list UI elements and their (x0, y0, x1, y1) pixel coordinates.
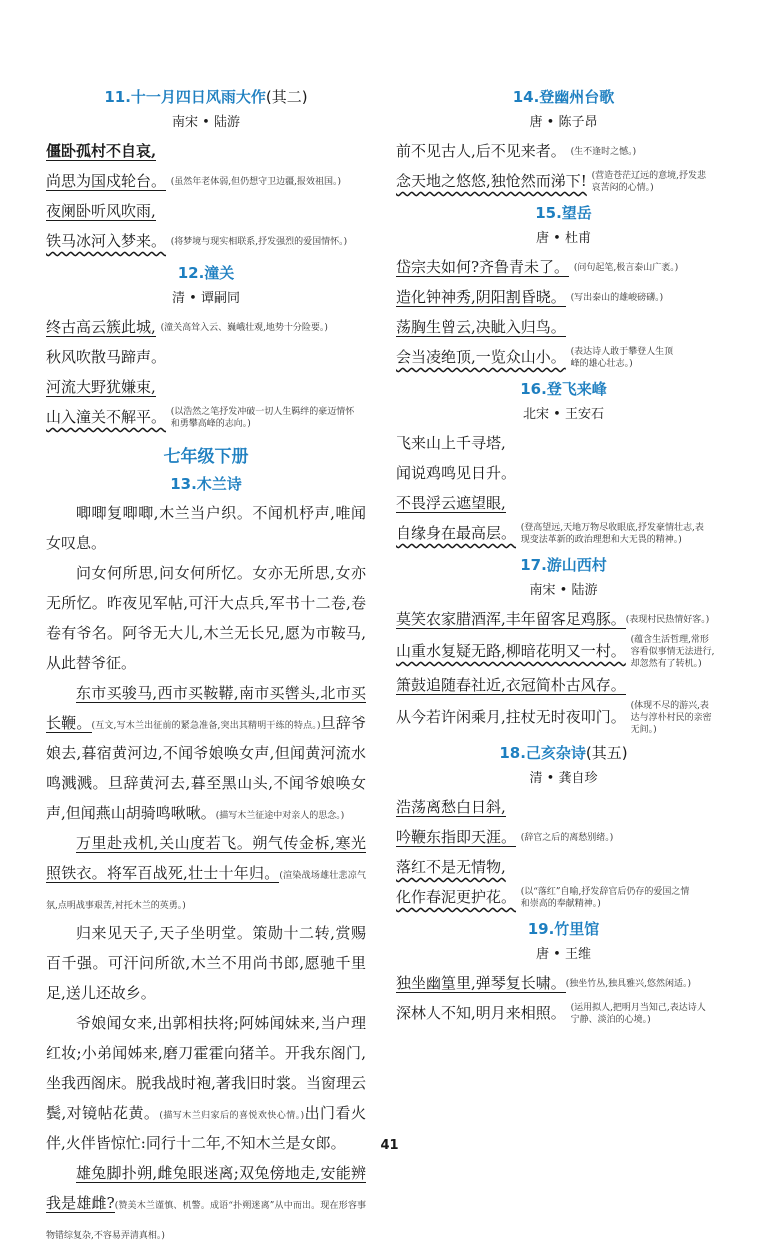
poem-line: 会当凌绝顶,一览众山小。 (表达诗人敢于攀登人生顶峰的雄心壮志。) (396, 342, 731, 372)
annotation-note: (表现村民热情好客。) (625, 615, 710, 625)
poem-line: 从今若许闲乘月,拄杖无时夜叩门。 (体现不尽的游兴,表达与淳朴村民的亲密无间。) (396, 700, 731, 736)
poem-title: 14.登幽州台歌 (512, 88, 615, 106)
poem-line: 浩荡离愁白日斜, (396, 798, 506, 816)
poem-line: 吟鞭东指即天涯。 (辞官之后的离愁别绪。) (396, 828, 614, 846)
poem-line: 化作春泥更护花。 (以“落红”自喻,抒发辞官后仍存的爱国之情和崇高的奉献精神。) (396, 882, 731, 912)
poem-line: 夜阑卧听风吹雨, (46, 202, 156, 220)
poem-line: 箫鼓追随春社近,衣冠简朴古风存。 (396, 676, 626, 694)
poem-line: 山入潼关不解平。 (以浩然之笔抒发冲破一切人生羁绊的豪迈情怀和勇攀高峰的志向。) (46, 402, 366, 432)
poem-author: 北宋 • 王安石 (523, 407, 604, 422)
annotation-note: (体现不尽的游兴,表达与淳朴村民的亲密无间。) (630, 701, 712, 735)
annotation-note: (赞美木兰谨慎、机警。成语“扑朔迷离”从中而出。现在形容事物错综复杂,不容易弄清真相。) (46, 1201, 366, 1241)
poem-line: 僵卧孤村不自哀, (46, 142, 157, 160)
poem-line: 飞来山上千寻塔, (396, 434, 506, 452)
poem-paragraph: 东市买骏马,西市买鞍鞯,南市买辔头,北市买长鞭。(互文,写木兰出征前的紧急准备,突出其精明干练的特点。)旦辞爷娘去,暮宿黄河边,不闻爷娘唤女声,但闻黄河流水鸣溅溅。旦辞黄河去,暮至黑山头,不闻爷娘唤女声,但闻燕山胡骑鸣啾啾。(描写木兰征途中对亲人的思念。) (46, 684, 366, 822)
poem-paragraph: 万里赴戎机,关山度若飞。朔气传金柝,寒光照铁衣。将军百战死,壮士十年归。(渲染战场雄壮悲凉气氛,点明战事艰苦,衬托木兰的英勇。) (46, 834, 366, 911)
poem-line: 终古高云簇此城, (潼关高耸入云、巍峨壮观,地势十分险要。) (46, 318, 328, 336)
poem-author: 南宋 • 陆游 (172, 115, 240, 130)
poem-line: 自缘身在最高层。 (登高望远,天地万物尽收眼底,抒发豪情壮志,表现变法革新的政治理想和大无畏的精神。) (396, 518, 731, 548)
section-heading: 七年级下册 (163, 447, 249, 467)
poem-line: 造化钟神秀,阴阳割昏晓。 (写出泰山的雄峻磅礴。) (396, 288, 664, 306)
poem-line: 深林人不知,明月来相照。 (运用拟人,把明月当知己,表达诗人宁静、淡泊的心境。) (396, 998, 731, 1028)
annotation-note: (以“落红”自喻,抒发辞官后仍存的爱国之情和崇高的奉献精神。) (520, 887, 690, 909)
poem-paragraph: 问女何所思,问女何所忆。女亦无所思,女亦无所忆。昨夜见军帖,可汗大点兵,军书十二卷,卷卷有爷名。阿爷无大儿,木兰无长兄,愿为市鞍马,从此替爷征。 (46, 564, 366, 672)
poem-line: 岱宗夫如何?齐鲁青未了。 (问句起笔,极言泰山广袤。) (396, 258, 679, 276)
poem-title: 19.竹里馆 (527, 920, 600, 938)
poem-paragraph: 爷娘闻女来,出郭相扶将;阿姊闻妹来,当户理红妆;小弟闻姊来,磨刀霍霍向猪羊。开我东阁门,坐我西阁床。脱我战时袍,著我旧时裳。当窗理云鬓,对镜帖花黄。(描写木兰归家后的喜悦欢快心情。)出门看火伴,火伴皆惊忙:同行十二年,不知木兰是女郎。 (46, 1014, 366, 1152)
annotation-note: (问句起笔,极言泰山广袤。) (573, 263, 679, 273)
poem-line: 河流大野犹嫌束, (46, 378, 156, 396)
annotation-note: (生不逢时之憾。) (570, 147, 637, 157)
annotation-note: (渲染战场雄壮悲凉气氛,点明战事艰苦,衬托木兰的英勇。) (46, 871, 366, 911)
poem-author: 唐 • 杜甫 (536, 231, 591, 246)
poem-line: 不畏浮云遮望眼, (396, 494, 506, 512)
annotation-note: (营造苍茫辽远的意境,抒发悲哀苦闷的心情。) (591, 171, 706, 193)
annotation-note: (写出泰山的雄峻磅礴。) (570, 293, 664, 303)
poem-title: 16.登飞来峰 (520, 380, 607, 398)
annotation-note: (以浩然之笔抒发冲破一切人生羁绊的豪迈情怀和勇攀高峰的志向。) (170, 407, 355, 429)
annotation-note: (运用拟人,把明月当知己,表达诗人宁静、淡泊的心境。) (570, 1003, 706, 1025)
page-number: 41 (380, 1138, 399, 1153)
poem-line: 秋风吹散马蹄声。 (46, 348, 167, 366)
annotation-note: (描写木兰归家后的喜悦欢快心情。) (159, 1111, 305, 1121)
poem-line: 独坐幽篁里,弹琴复长啸。(独坐竹丛,独具雅兴,悠然闲适。) (396, 974, 692, 992)
poem-title: 12.潼关 (177, 264, 235, 282)
annotation-note: (辞官之后的离愁别绪。) (520, 833, 614, 843)
annotation-note: (虽然年老体弱,但仍想守卫边疆,报效祖国。) (170, 177, 342, 187)
annotation-note: (蕴含生活哲理,常形容看似事情无法进行,却忽然有了转机。) (630, 635, 715, 669)
poem-title: 11.十一月四日风雨大作(其二) (104, 88, 308, 106)
poem-line: 念天地之悠悠,独怆然而涕下! (营造苍茫辽远的意境,抒发悲哀苦闷的心情。) (396, 166, 731, 196)
poem-line: 莫笑农家腊酒浑,丰年留客足鸡豚。(表现村民热情好客。) (396, 610, 710, 628)
poem-paragraph: 雄兔脚扑朔,雌兔眼迷离;双兔傍地走,安能辨我是雄雌?(赞美木兰谨慎、机警。成语“扑朔迷离”从中而出。现在形容事物错综复杂,不容易弄清真相。) (46, 1164, 366, 1241)
annotation-note: (描写木兰征途中对亲人的思念。) (215, 811, 345, 821)
poem-paragraph: 归来见天子,天子坐明堂。策勋十二转,赏赐百千强。可汗问所欲,木兰不用尚书郎,愿驰千里足,送儿还故乡。 (46, 924, 366, 1002)
poem-line: 前不见古人,后不见来者。 (生不逢时之憾。) (396, 142, 637, 160)
poem-title: 17.游山西村 (520, 556, 607, 574)
annotation-note: (表达诗人敢于攀登人生顶峰的雄心壮志。) (570, 347, 674, 369)
right-column (396, 80, 731, 1028)
poem-line: 荡胸生曾云,决眦入归鸟。 (396, 318, 566, 336)
poem-author: 南宋 • 陆游 (529, 583, 598, 598)
left-column (46, 80, 366, 1248)
annotation-note: (将梦境与现实相联系,抒发强烈的爱国情怀。) (170, 237, 348, 247)
poem-author: 唐 • 陈子昂 (529, 115, 598, 130)
poem-author: 清 • 龚自珍 (529, 771, 598, 786)
poem-line: 尚思为国戍轮台。 (虽然年老体弱,但仍想守卫边疆,报效祖国。) (46, 172, 342, 190)
annotation-note: (登高望远,天地万物尽收眼底,抒发豪情壮志,表现变法革新的政治理想和大无畏的精神。) (520, 523, 704, 545)
poem-title: 18.己亥杂诗(其五) (499, 744, 628, 762)
poem-line: 铁马冰河入梦来。 (将梦境与现实相联系,抒发强烈的爱国情怀。) (46, 232, 348, 250)
poem-author: 清 • 谭嗣同 (172, 291, 240, 306)
annotation-note: (独坐竹丛,独具雅兴,悠然闲适。) (565, 979, 692, 989)
poem-line: 落红不是无情物, (396, 858, 506, 876)
poem-author: 唐 • 王维 (536, 947, 591, 962)
poem-title: 15.望岳 (535, 204, 592, 222)
poem-line: 山重水复疑无路,柳暗花明又一村。 (蕴含生活哲理,常形容看似事情无法进行,却忽然有了转机。) (396, 635, 715, 669)
annotation-note: (潼关高耸入云、巍峨壮观,地势十分险要。) (160, 323, 328, 333)
poem-line: 闻说鸡鸣见日升。 (396, 464, 517, 482)
poem-paragraph: 唧唧复唧唧,木兰当户织。不闻机杼声,唯闻女叹息。 (46, 504, 366, 552)
annotation-note: (互文,写木兰出征前的紧急准备,突出其精明干练的特点。) (91, 721, 321, 731)
poem-title: 13.木兰诗 (170, 475, 242, 493)
